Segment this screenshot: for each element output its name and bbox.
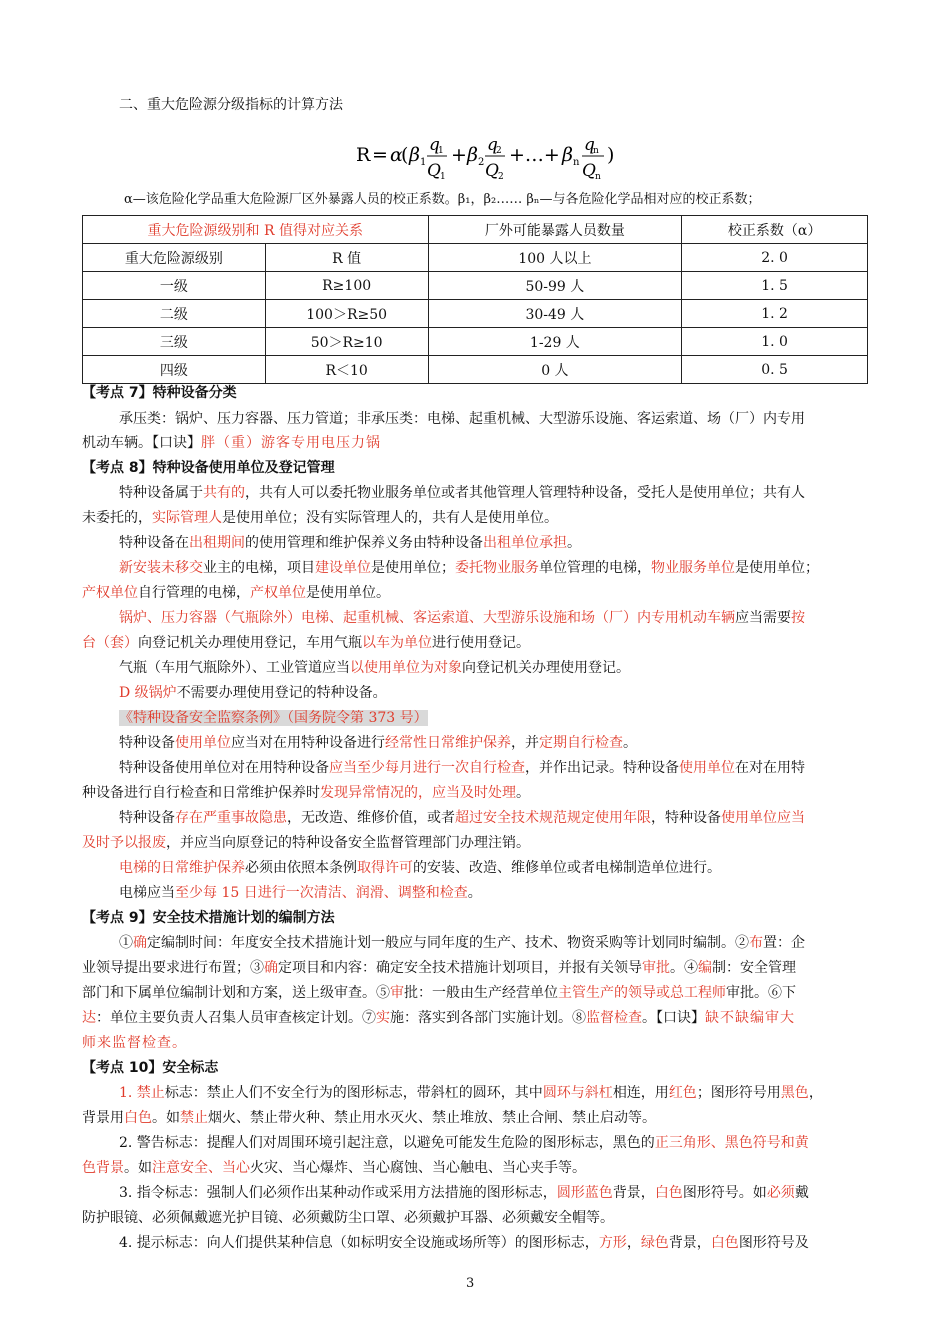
formula-eq: = [372, 144, 388, 166]
k9-line-5: 师来监督检查。 [82, 1035, 187, 1051]
formula-betan-sub: n [573, 157, 580, 168]
formula-qn-sub: n [593, 146, 599, 156]
table-header-grade-r: 重大危险源级别和 R 值得对应关系 [83, 216, 429, 244]
formula-alpha: α [390, 144, 403, 166]
table-cell: 50-99 人 [428, 272, 682, 300]
table-row [83, 328, 868, 356]
k8-p2: 特种设备在出租期间的使用管理和维护保养义务由特种设备出租单位承担。 [119, 535, 581, 551]
table-cell: 重大危险源级别 [83, 244, 266, 272]
k10-s4-line1: 4. 提示标志：向人们提供某种信息（如标明安全设施或场所等）的图形标志，方形，绿色背景，白色图形符号及 [119, 1235, 809, 1251]
table-cell: 三级 [83, 328, 266, 356]
formula-Q1-sub: 1 [440, 172, 446, 180]
table-cell: 四级 [83, 356, 266, 384]
table-cell: 1. 2 [682, 300, 868, 328]
formula-Qn: Q [582, 161, 596, 180]
formula-Qn-sub: n [595, 172, 601, 180]
k9-line-1: ①确定编制时间：年度安全技术措施计划一般应与同年度的生产、技术、物资采购等计划同时编制。②布置：企 [119, 935, 805, 951]
table-cell: 100 人以上 [428, 244, 682, 272]
table-cell: 30-49 人 [428, 300, 682, 328]
formula-open: ( [401, 144, 409, 166]
table-cell: 2. 0 [682, 244, 868, 272]
table-header-row [83, 216, 868, 244]
table-row [83, 356, 868, 384]
formula-q1-sub: 1 [438, 146, 444, 156]
formula-beta1-sub: 1 [420, 157, 427, 168]
k9-line-2: 业领导提出要求进行布置；③确定项目和内容：确定安全技术措施计划项目，并报有关领导审批。④编制：安全管理 [82, 960, 796, 976]
grade-table [82, 215, 868, 384]
k8-p4-line1: 锅炉、压力容器（气瓶除外）电梯、起重机械、客运索道、大型游乐设施和场（厂）内专用机动车辆应当需要按 [119, 610, 805, 626]
k8-p4-line2: 台（套）向登记机关办理使用登记，车用气瓶以车为单位进行使用登记。 [82, 635, 530, 651]
table-cell: 1-29 人 [428, 328, 682, 356]
table-cell: 1. 5 [682, 272, 868, 300]
k10-title: 【考点 10】安全标志 [82, 1060, 219, 1076]
table-header-exposed: 厂外可能暴露人员数量 [428, 216, 682, 244]
k9-line-4: 达：单位主要负责人召集人员审查核定计划。⑦实施：落实到各部门实施计划。⑧监督检查。【口诀】缺不缺编审大 [82, 1010, 795, 1026]
table-row [83, 272, 868, 300]
k8-p1-line2: 未委托的，实际管理人是使用单位；没有实际管理人的，共有人是使用单位。 [82, 510, 558, 526]
formula-lhs: R [356, 144, 371, 166]
table-cell: 1. 0 [682, 328, 868, 356]
k8-p9-line2: 及时予以报废，并应当向原登记的特种设备安全监督管理部门办理注销。 [82, 835, 530, 851]
table-cell: R≥100 [265, 272, 428, 300]
k8-p3-line1: 新安装未移交业主的电梯，项目建设单位是使用单位；委托物业服务单位管理的电梯，物业服务单位是使用单位； [119, 560, 819, 576]
k10-s2-line1: 2. 警告标志：提醒人们对周围环境引起注意，以避免可能发生危险的图形标志，黑色的正三角形、黑色符号和黄 [119, 1135, 809, 1151]
formula-q2-sub: 2 [496, 146, 502, 156]
k10-s3-line1: 3. 指令标志：强制人们必须作出某种动作或采用方法措施的图形标志，圆形蓝色背景，白色图形符号。如必须戴 [119, 1185, 809, 1201]
table-header-coefficient: 校正系数（α） [682, 216, 868, 244]
k10-s3-line2: 防护眼镜、必须佩戴遮光护目镜、必须戴防尘口罩、必须戴护耳器、必须戴安全帽等。 [82, 1210, 614, 1226]
table-cell: 0. 5 [682, 356, 868, 384]
formula-Q2-sub: 2 [498, 172, 504, 180]
k8-p5: 气瓶（车用气瓶除外）、工业管道应当以使用单位为对象向登记机关办理使用登记。 [119, 660, 630, 676]
table-cell: R 值 [265, 244, 428, 272]
formula-qn: q [584, 135, 595, 155]
k7-mnemonic: 胖（重）游客专用电压力锅 [201, 435, 381, 451]
formula-q1: q [429, 135, 440, 155]
formula-betan: β [562, 144, 573, 166]
k8-title: 【考点 8】特种设备使用单位及登记管理 [82, 460, 335, 476]
formula-close: ) [607, 144, 615, 166]
formula-beta2: β [467, 144, 478, 166]
k7-line-1: 承压类：锅炉、压力容器、压力管道；非承压类：电梯、起重机械、大型游乐设施、客运索道、场（厂）内专用 [119, 411, 805, 427]
formula-q2: q [487, 135, 498, 155]
table-cell: 二级 [83, 300, 266, 328]
k10-s1-line2: 背景用白色。如禁止烟火、禁止带火种、禁止用水灭火、禁止堆放、禁止合闸、禁止启动等。 [82, 1110, 656, 1126]
k10-s2-line2: 色背景。如注意安全、当心火灾、当心爆炸、当心腐蚀、当心触电、当心夹手等。 [82, 1160, 586, 1176]
k8-p8-line2: 种设备进行自行检查和日常维护保养时发现异常情况的，应当及时处理。 [82, 785, 530, 801]
k8-p10: 电梯的日常维护保养必须由依照本条例取得许可的安装、改造、维修单位或者电梯制造单位进行。 [119, 860, 721, 876]
k8-p1-line1: 特种设备属于共有的，共有人可以委托物业服务单位或者其他管理人管理特种设备，受托人是使用单位；共有人 [119, 485, 805, 501]
grading-formula [356, 130, 636, 180]
formula-dots: +…+ [509, 144, 560, 166]
k8-p3-line2: 产权单位自行管理的电梯，产权单位是使用单位。 [82, 585, 390, 601]
k9-line-3: 部门和下属单位编制计划和方案，送上级审查。⑤审批：一般由生产经营单位主管生产的领导或总工程师审批。⑥下 [82, 985, 796, 1001]
formula-beta2-sub: 2 [478, 157, 485, 168]
k9-title: 【考点 9】安全技术措施计划的编制方法 [82, 910, 335, 926]
k8-p7: 特种设备使用单位应当对在用特种设备进行经常性日常维护保养，并定期自行检查。 [119, 735, 637, 751]
table-cell: 0 人 [428, 356, 682, 384]
k10-s1-line1: 1. 禁止标志：禁止人们不安全行为的图形标志，带斜杠的圆环，其中圆环与斜杠相连，用红色；图形符号用黑色， [119, 1085, 823, 1101]
formula-Q2: Q [485, 161, 499, 180]
k7-line-2: 机动车辆。【口诀】胖（重）游客专用电压力锅 [82, 435, 381, 451]
k8-p6: D 级锅炉不需要办理使用登记的特种设备。 [119, 685, 387, 701]
k8-p11: 电梯应当至少每 15 日进行一次清洁、润滑、调整和检查。 [119, 885, 482, 901]
k8-p8-line1: 特种设备使用单位对在用特种设备应当至少每月进行一次自行检查，并作出记录。特种设备使用单位在对在用特 [119, 760, 805, 776]
regulation-title: 《特种设备安全监察条例》（国务院令第 373 号） [119, 710, 428, 726]
formula-plus: + [451, 144, 467, 166]
table-cell: 100＞R≥50 [265, 300, 428, 328]
k8-p9-line1: 特种设备存在严重事故隐患，无改造、维修价值，或者超过安全技术规范规定使用年限，特种设备使用单位应当 [119, 810, 805, 826]
table-row [83, 300, 868, 328]
table-row [83, 244, 868, 272]
k7-title: 【考点 7】特种设备分类 [82, 385, 237, 401]
section-heading: 二、重大危险源分级指标的计算方法 [119, 97, 343, 113]
table-cell: 一级 [83, 272, 266, 300]
table-cell: 50＞R≥10 [265, 328, 428, 356]
table-cell: R＜10 [265, 356, 428, 384]
formula-Q1: Q [427, 161, 441, 180]
alpha-description: α—该危险化学品重大危险源厂区外暴露人员的校正系数。β₁，β₂…… βₙ—与各危险化学品相对应的校正系数； [124, 192, 761, 207]
formula-beta1: β [409, 144, 420, 166]
page-number: 3 [466, 1276, 475, 1291]
